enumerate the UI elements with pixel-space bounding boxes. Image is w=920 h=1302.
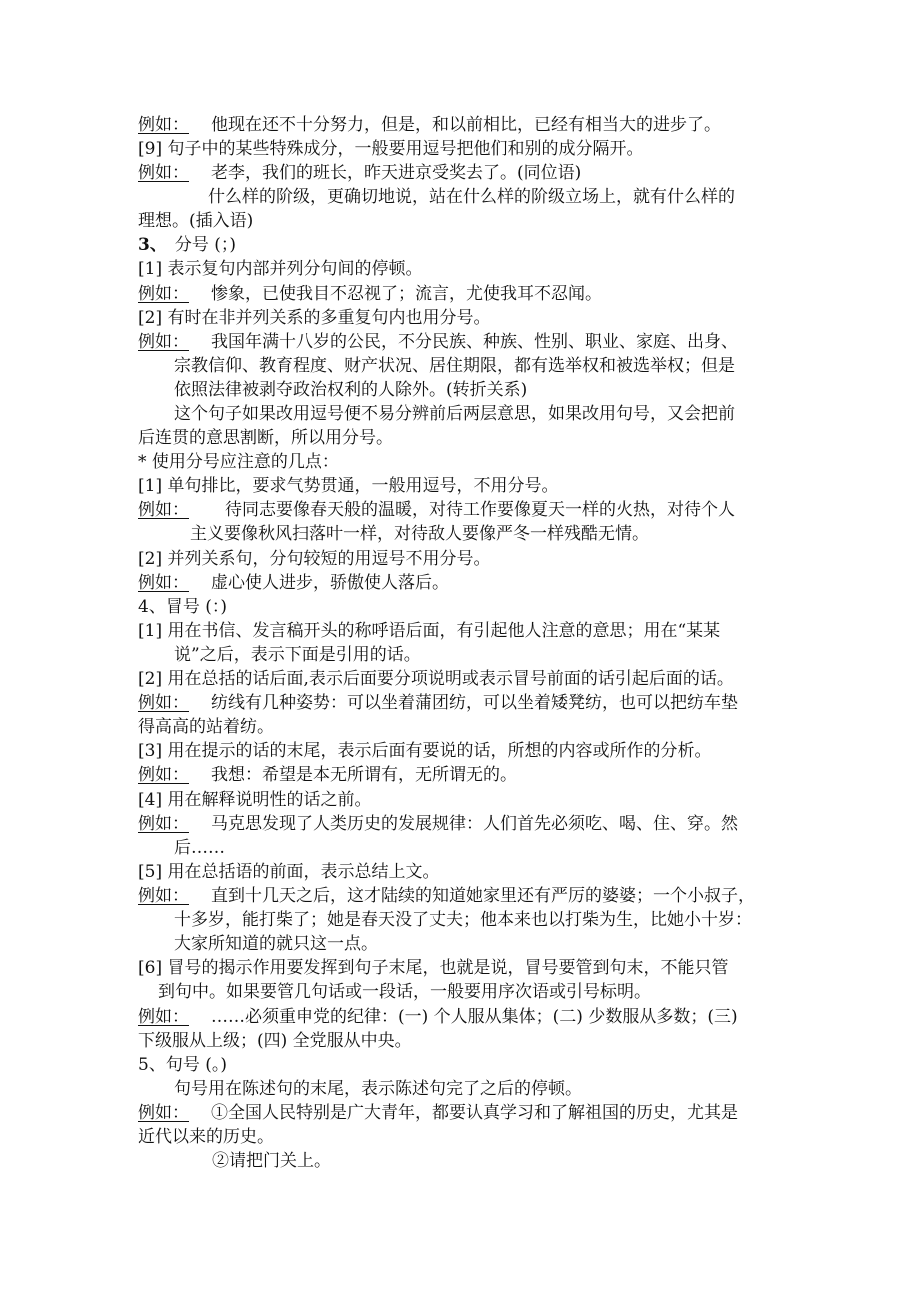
text-line: [174, 837, 225, 859]
text-line: [138, 548, 490, 570]
line-text: 这个句子如果改用逗号便不易分辨前后两层意思，如果改用句号，又会把前: [174, 404, 735, 424]
text-line: [138, 764, 517, 786]
example-label: 例如：: [138, 163, 189, 183]
line-text: 5、句号 (。): [138, 1055, 227, 1075]
text-line: [212, 1150, 331, 1172]
text-line: [138, 692, 738, 714]
line-text: 后……: [174, 838, 225, 858]
example-label: 例如：: [138, 814, 189, 834]
example-label: 例如：: [138, 693, 189, 713]
section-heading: [138, 596, 227, 618]
line-text: 直到十几天之后，这才陆续的知道她家里还有严厉的婆婆；一个小叔子，: [211, 886, 755, 906]
line-text: [2] 并列关系句，分句较短的用逗号不用分号。: [138, 549, 491, 569]
line-text: 句号用在陈述句的末尾，表示陈述句完了之后的停顿。: [174, 1079, 582, 1099]
text-line: [138, 1030, 412, 1052]
line-text: 宗教信仰、教育程度、财产状况、居住期限，都有选举权和被选举权；但是: [174, 356, 735, 376]
line-text: [2] 有时在非并列关系的多重复句内也用分号。: [138, 308, 491, 328]
line-text: 主义要像秋风扫落叶一样，对待敌人要像严冬一样残酷无情。: [190, 524, 649, 544]
line-text: [2] 用在总括的话后面,表示后面要分项说明或表示冒号前面的话引起后面的话。: [138, 669, 734, 689]
line-text: 得高高的站着纺。: [138, 717, 274, 737]
text-line: [138, 307, 490, 329]
text-line: [138, 1126, 274, 1148]
text-line: [208, 186, 735, 208]
text-line: [138, 210, 253, 232]
line-text: [6] 冒号的揭示作用要发挥到句子末尾，也就是说，冒号要管到句末，不能只管: [138, 958, 729, 978]
text-line: [158, 981, 651, 1003]
text-line: [174, 1078, 582, 1100]
line-text: ②请把门关上。: [212, 1151, 331, 1171]
line-text: 依照法律被剥夺政治权利的人除外。(转折关系): [174, 380, 528, 400]
line-text: 什么样的阶级，更确切地说，站在什么样的阶级立场上，就有什么样的: [208, 187, 735, 207]
text-line: [138, 114, 721, 136]
section-heading: [138, 1054, 227, 1076]
line-text: 老李，我们的班长，昨天进京受奖去了。(同位语): [211, 163, 582, 183]
line-text: 他现在还不十分努力，但是，和以前相比，已经有相当大的进步了。: [211, 115, 721, 135]
line-text: 我想：希望是本无所谓有，无所谓无的。: [211, 765, 517, 785]
line-text: 理想。(插入语): [138, 211, 254, 231]
text-line: [138, 499, 735, 521]
line-text: 待同志要像春天般的温暖，对待工作要像夏天一样的火热，对待个人: [225, 500, 735, 520]
text-line: [138, 957, 728, 979]
line-text: [5] 用在总括语的前面，表示总结上文。: [138, 862, 440, 882]
text-line: [174, 644, 421, 666]
line-text: 说”之后，表示下面是引用的话。: [174, 645, 421, 665]
text-line: [190, 523, 649, 545]
text-line: [138, 475, 558, 497]
text-line: [138, 1102, 738, 1124]
text-line: [138, 813, 738, 835]
text-line: [138, 572, 449, 594]
text-line: [174, 379, 527, 401]
text-line: [138, 258, 422, 280]
text-line: [138, 668, 734, 690]
line-text: 分号 (；): [174, 235, 237, 255]
line-text: 惨象，已使我目不忍视了；流言，尤使我耳不忍闻。: [211, 284, 602, 304]
text-line: [138, 1006, 738, 1028]
line-text: 下级服从上级；(四) 全党服从中央。: [138, 1031, 412, 1051]
line-text: 近代以来的历史。: [138, 1127, 274, 1147]
line-text: 马克思发现了人类历史的发展规律：人们首先必须吃、喝、住、穿。然: [211, 814, 738, 834]
line-text: 4、冒号 (：): [138, 597, 227, 617]
text-line: [174, 355, 735, 377]
line-text: 虚心使人进步，骄傲使人落后。: [211, 573, 449, 593]
text-line: [138, 620, 720, 642]
text-line: [174, 403, 735, 425]
section-number: 3、: [138, 235, 167, 255]
text-line: [138, 740, 711, 762]
text-line: [174, 933, 378, 955]
text-line: [138, 427, 393, 449]
line-text: [4] 用在解释说明性的话之前。: [138, 790, 372, 810]
line-text: [1] 表示复句内部并列分句间的停顿。: [138, 259, 423, 279]
line-text: ……必须重申党的纪律：(一) 个人服从集体；(二) 少数服从多数；(三): [211, 1007, 738, 1027]
text-line: [138, 283, 602, 305]
example-label: 例如：: [138, 573, 189, 593]
line-text: 十多岁，能打柴了；她是春天没了丈夫；他本来也以打柴为生，比她小十岁：: [174, 910, 752, 930]
text-line: [138, 162, 581, 184]
line-text: 后连贯的意思割断，所以用分号。: [138, 428, 393, 448]
example-label: 例如：: [138, 115, 189, 135]
example-label: 例如：: [138, 500, 189, 520]
text-line: [138, 885, 755, 907]
text-line: [138, 789, 371, 811]
example-label: 例如：: [138, 886, 189, 906]
section-heading: [138, 234, 236, 256]
example-label: 例如：: [138, 284, 189, 304]
line-text: [1] 用在书信、发言稿开头的称呼语后面，有引起他人注意的意思；用在“某某: [138, 621, 721, 641]
example-label: 例如：: [138, 332, 189, 352]
text-line: [138, 331, 738, 353]
example-label: 例如：: [138, 765, 189, 785]
text-line: [174, 909, 752, 931]
line-text: 大家所知道的就只这一点。: [174, 934, 378, 954]
line-text: [1] 单句排比，要求气势贯通，一般用逗号，不用分号。: [138, 476, 559, 496]
text-line: [138, 861, 439, 883]
example-label: 例如：: [138, 1007, 189, 1027]
line-text: ①全国人民特别是广大青年，都要认真学习和了解祖国的历史，尤其是: [211, 1103, 738, 1123]
text-line: [138, 716, 274, 738]
line-text: [9] 句子中的某些特殊成分，一般要用逗号把他们和别的成分隔开。: [138, 139, 644, 159]
line-text: * 使用分号应注意的几点：: [138, 452, 339, 472]
line-text: [3] 用在提示的话的末尾，表示后面有要说的话，所想的内容或所作的分析。: [138, 741, 712, 761]
line-text: 我国年满十八岁的公民，不分民族、种族、性别、职业、家庭、出身、: [211, 332, 738, 352]
example-label: 例如：: [138, 1103, 189, 1123]
line-text: 纺线有几种姿势：可以坐着蒲团纺，可以坐着矮凳纺，也可以把纺车垫: [211, 693, 738, 713]
text-line: [138, 451, 339, 473]
line-text: 到句中。如果要管几句话或一段话，一般要用序次语或引号标明。: [158, 982, 651, 1002]
text-line: [138, 138, 643, 160]
